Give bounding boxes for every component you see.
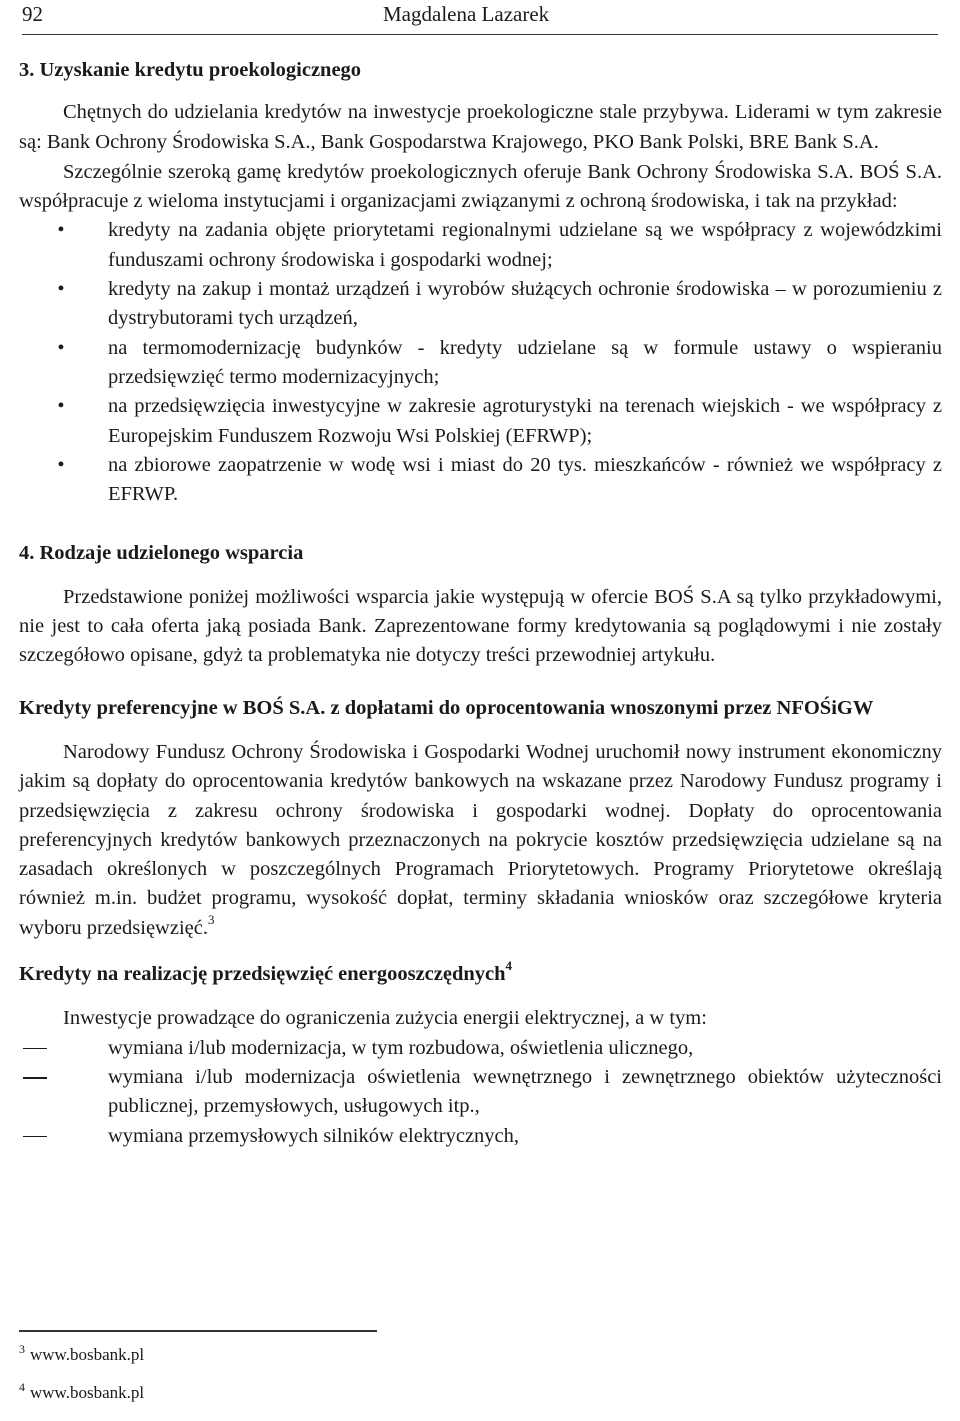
dash-list — [19, 1034, 942, 1151]
list-item-text: kredyty na zadania objęte priorytetami regionalnymi udzielane są we współpracy z wojewódzkimi funduszami ochrony środowiska i gospodarki wodnej; — [108, 219, 942, 271]
list-item — [19, 451, 942, 510]
footnotes — [19, 1330, 942, 1421]
list-item — [19, 1063, 942, 1122]
bullet-icon: • — [57, 278, 65, 301]
section-3-heading: 3. Uzyskanie kredytu proekologicznego — [19, 59, 362, 81]
running-head-author: Magdalena Lazarek — [383, 2, 550, 26]
list-item-text: na zbiorowe zaopatrzenie w wodę wsi i miast do 20 tys. mieszkańców - również we współpracy z EFRWP. — [108, 453, 942, 506]
bullet-icon: • — [57, 453, 65, 476]
bullet-icon: • — [57, 219, 65, 242]
list-item-text: na przedsięwzięcia inwestycyjne w zakresie agroturystyki na terenach wiejskich - we współpracy z Europejskim Funduszem Rozwoju Wsi Polskiej (EFRWP); — [108, 395, 942, 447]
list-item — [19, 275, 942, 334]
list-item — [19, 334, 942, 393]
footnote-4 — [19, 1379, 942, 1403]
page-number: 92 — [22, 2, 43, 26]
list-item — [19, 392, 942, 451]
section-4-intro: Przedstawione poniżej możliwości wsparcia jakie występują w ofercie BOŚ S.A są tylko przykładowymi, nie jest to cała oferta jaką posiada Bank. Zaprezentowane formy kredytowania są poglądowymi i nie zostały szczegółowo opisane, gdyż ta problematyka nie dotyczy treści przewodniej artykułu. — [19, 585, 942, 667]
list-item-text: na termomodernizację budynków - kredyty udzielane są w formule ustawy o wspieraniu przedsięwzięć termo modernizacyjnych; — [108, 336, 942, 388]
footnote-link[interactable]: www.bosbank.pl — [30, 1344, 145, 1364]
page-body — [19, 56, 942, 1151]
bullet-icon: • — [57, 395, 65, 418]
list-item-text: wymiana przemysłowych silników elektrycznych, — [108, 1124, 520, 1147]
footnote-number: 4 — [19, 1379, 25, 1394]
dash-icon — [23, 1048, 47, 1050]
list-item-text: wymiana i/lub modernizacja oświetlenia wewnętrznego i zewnętrznego obiektów użyteczności publicznej, przemysłowych, usługowych itp., — [108, 1065, 942, 1118]
footnote-number: 3 — [19, 1341, 25, 1356]
subsection-2-heading — [19, 960, 942, 989]
page-header — [22, 0, 938, 35]
list-item-text: wymiana i/lub modernizacja, w tym rozbudowa, oświetlenia ulicznego, — [108, 1036, 694, 1059]
section-4-heading: 4. Rodzaje udzielonego wsparcia — [19, 542, 304, 565]
subsection-preferential-credits — [19, 694, 942, 943]
list-item — [19, 216, 942, 275]
list-item — [19, 1034, 942, 1063]
footnote-3 — [19, 1341, 942, 1365]
subsection-2-title: Kredyty na realizację przedsięwzięć energooszczędnych — [19, 963, 506, 986]
list-item-text: kredyty na zakup i montaż urządzeń i wyrobów służących ochronie środowiska – w porozumieniu z dystrybutorami tych urządzeń, — [108, 278, 942, 330]
footnote-ref-3[interactable]: 3 — [207, 911, 215, 927]
footnote-ref-4[interactable]: 4 — [505, 958, 513, 974]
section-3-intro: Chętnych do udzielania kredytów na inwestycje proekologiczne stale przybywa. Liderami w tym zakresie są: Bank Ochrony Środowiska S.A., Bank Gospodarstwa Krajowego, PKO Bank Polski, BRE Bank S.A. — [19, 101, 942, 153]
footnote-rule — [19, 1330, 377, 1332]
subsection-2-lead: Inwestycje prowadzące do ograniczenia zużycia energii elektrycznej, a w tym: — [63, 1007, 707, 1030]
dash-icon — [23, 1077, 47, 1079]
subsection-1-body: Narodowy Fundusz Ochrony Środowiska i Gospodarki Wodnej uruchomił nowy instrument ekonomiczny jakim są dopłaty do oprocentowania kredytów bankowych na wskazane przez Narodowy Fundusz programy i przedsięwzięcia z zakresu ochrony środowiska i gospodarki wodnej. Dopłaty do oprocentowania preferencyjnych kredytów bankowych przeznaczonych na pokrycie kosztów przedsięwzięcia udzielane są na zasadach określonych w poszczególnych Programach Priorytetowych. Programy Priorytetowe określają również m.in. budżet programu, wysokość dopłat, terminy składania wniosków oraz szczegółowe kryteria wyboru przedsięwzięć. — [19, 740, 942, 939]
subsection-1-text — [19, 738, 942, 943]
section-3 — [19, 56, 942, 509]
bullet-list — [19, 216, 942, 509]
bullet-icon: • — [57, 336, 65, 359]
footnote-link[interactable]: www.bosbank.pl — [30, 1382, 145, 1402]
list-item — [19, 1122, 942, 1151]
section-4 — [19, 539, 942, 1150]
subsection-energy-saving — [19, 960, 942, 1151]
section-3-paragraph: Szczególnie szeroką gamę kredytów proekologicznych oferuje Bank Ochrony Środowiska S.A. BOŚ S.A. współpracuje z wieloma instytucjami i organizacjami związanymi z ochroną środowiska, i tak na przykład: — [19, 160, 942, 213]
dash-icon — [23, 1136, 47, 1138]
subsection-1-heading: Kredyty preferencyjne w BOŚ S.A. z dopłatami do oprocentowania wnoszonymi przez NFOŚiGW — [19, 696, 874, 719]
